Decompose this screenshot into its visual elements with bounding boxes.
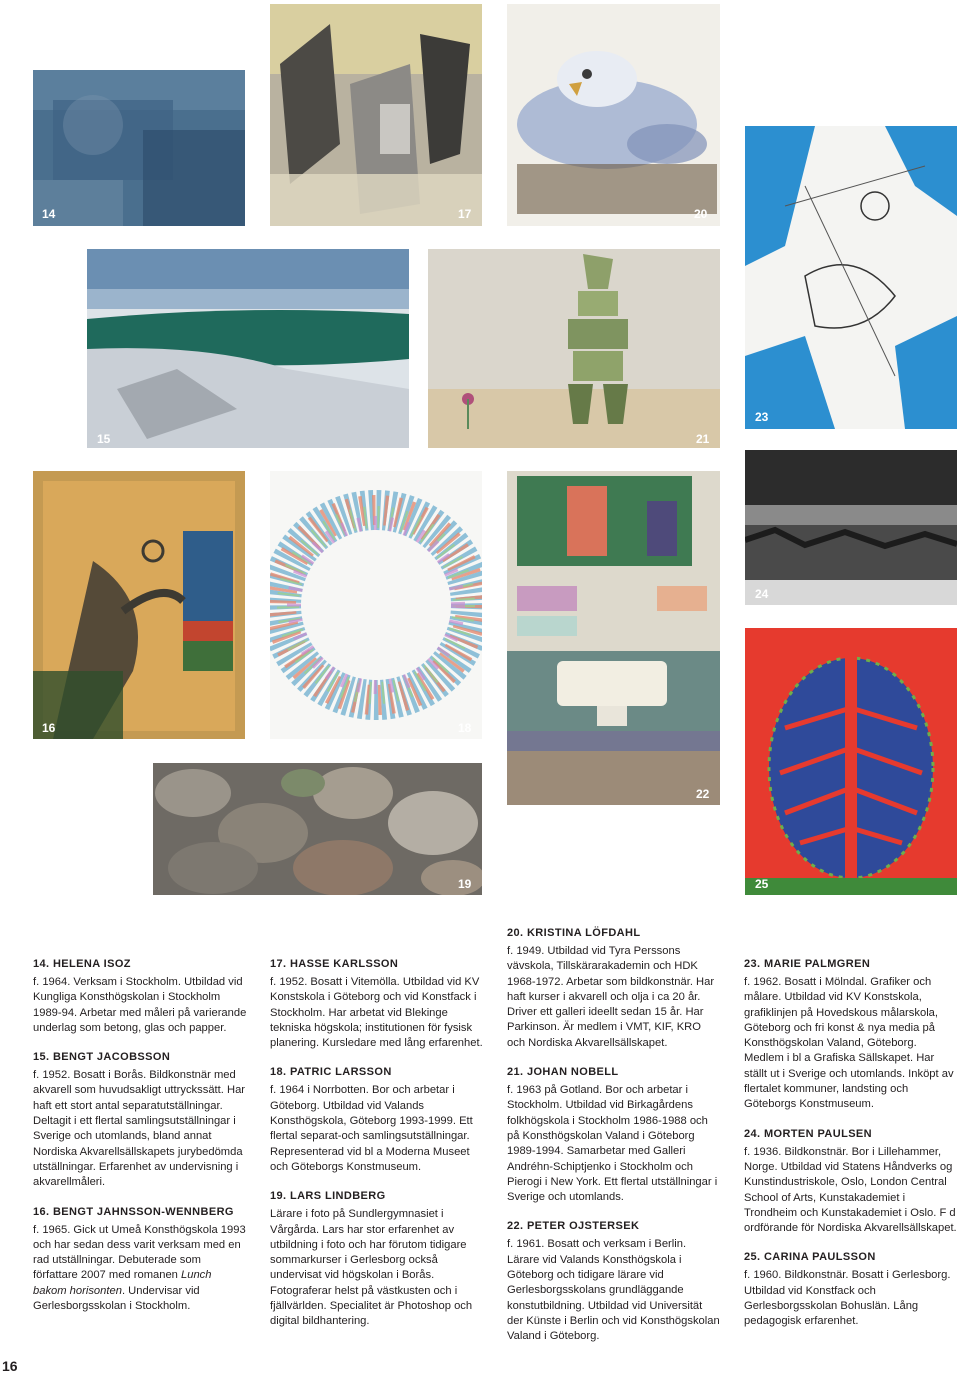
bio-title-19: 19. LARS LINDBERG [270, 1190, 386, 1203]
bio-text-21: f. 1963 på Gotland. Bor och arbetar i Stockholm. Utbildad vid Birkagårdens folkhögskola i Stockholm 1986-1988 och på Konsthögskolan Valand i Göteborg 1989-1994. Samarbetar med Galleri Andréhn-Schiptjenko i Stockholm och Pierogi i New York. Ett flertal utställningar i Sverige och utomlands. [507, 1084, 718, 1204]
bio-text-16-part-b: . Undervisar vid Gerlesborgsskolan i Stockholm. [33, 1284, 200, 1313]
artwork-number-20: 20 [694, 207, 708, 221]
text-column-4 [744, 957, 957, 1344]
bio-text-20: f. 1949. Utbildad vid Tyra Perssons vävskola, Tillskärarakademin och HDK 1968-1972. Arbetar som bildkonstnär. Har haft kurser i akvarell och olja i ca 20 år. Driver ett galleri ideellt sedan 15 år. Har Parkinson. Är medlem i VMT, KIF, KRO och Nordiska Akvarellsällskapet. [507, 945, 715, 1049]
artwork-15 [87, 249, 409, 448]
text-column-2 [270, 957, 483, 1344]
artwork-number-15: 15 [97, 432, 111, 446]
bio-text-22: f. 1961. Bosatt och verksam i Berlin. Lärare vid Valands Konsthögskola i Göteborg och tidigare lärare vid Gerlesborgsskolans grundläggande konstutbildning. Utbildad vid Universität der Künste i Berlin och vid Konsthögskolan Valand i Göteborg. [507, 1238, 720, 1343]
artwork-number-21: 21 [696, 432, 710, 446]
bio-text-15: f. 1952. Bosatt i Borås. Bildkonstnär med akvarell som huvudsakligt uttryckssätt. Har haft ett stort antal separatutställningar. Deltagit i ett flertal samlingsutställningar i Sverige och utomlands, bland annat Nordiska Akvarellsällskapets jurybedömda utställningar. Erfarenhet av undervisning i akvarellmåleri. [33, 1069, 246, 1189]
artwork-21 [428, 249, 720, 448]
artwork-number-16: 16 [42, 721, 56, 735]
bio-text-16-part-a: f. 1965. Gick ut Umeå Konsthögskola 1993 och har sedan dess varit verksam med en rad utställningar. Debuterade som författare 2007 med romanen [33, 1223, 246, 1282]
bio-text-14: f. 1964. Verksam i Stockholm. Utbildad vid Kungliga Konsthögskolan i Stockholm 1989-94. Arbetar med måleri på varierande underlag som betong, glas och papper. [33, 976, 247, 1034]
text-column-3 [507, 926, 721, 1359]
bio-text-19: Lärare i foto på Sundlergymnasiet i Vårgårda. Lars har stor erfarenhet av utbildning i foto och har förutom tidigare sommarkurser i Gerlesborg också undervisat vid högskolan i Borås. Fotograferar helst på västkusten och i fjällvärlden. Specialitet är Photoshop och digital bildhantering. [270, 1208, 473, 1328]
artwork-23 [745, 126, 957, 429]
artwork-18 [270, 471, 482, 739]
bio-title-16: 16. BENGT JAHNSSON-WENNBERG [33, 1205, 234, 1218]
artwork-number-17: 17 [458, 207, 472, 221]
bio-title-20: 20. KRISTINA LÖFDAHL [507, 927, 641, 939]
bio-text-24: f. 1936. Bildkonstnär. Bor i Lillehammer, Norge. Utbildad vid Statens Håndverks og Kunstindustriskole, Oslo, London Central School of Arts, Kunstakademiet i Trondheim och Kunstakademiet i Oslo. F d ordförande för Nordiska Akvarellsällskapet. [744, 1145, 957, 1235]
artwork-number-19: 19 [458, 877, 472, 891]
artwork-14 [33, 70, 245, 226]
bio-title-24: 24. MORTEN PAULSEN [744, 1127, 873, 1140]
artwork-number-25: 25 [755, 877, 769, 891]
bio-title-23: 23. MARIE PALMGREN [744, 958, 871, 970]
artwork-25 [745, 628, 957, 895]
artwork-22 [507, 471, 720, 805]
bio-title-21: 21. JOHAN NOBELL [507, 1066, 619, 1079]
bio-text-25: f. 1960. Bildkonstnär. Bosatt i Gerlesborg. Utbildad vid Konstfack och Gerlesborgsskolan Bohuslän. Lång pedagogisk erfarenhet. [744, 1269, 951, 1328]
bio-title-14: 14. HELENA ISOZ [33, 958, 131, 970]
bio-text-17: f. 1952. Bosatt i Vitemölla. Utbildad vid KV Konstskola i Göteborg och vid Konstfack i Stockholm. Har arbetat vid Blekinge tekniska högskola; institutionen för fysisk planering. Kursledare med lång erfarenhet. [270, 976, 483, 1050]
bio-text-23: f. 1962. Bosatt i Mölndal. Grafiker och målare. Utbildad vid KV Konstskola, grafiklinjen på Hovedskous målarskola, Göteborg och fri konst & nya media på Konsthögskolan Valand, Göteborg. Medlem i bl a Grafiska Sällskapet. Har ställt ut i Sverige och utomlands. Inköpt av flertalet kommuner, landsting och Göteborgs Konstmuseum. [744, 976, 954, 1111]
artwork-17 [270, 4, 482, 226]
bio-text-18: f. 1964 i Norrbotten. Bor och arbetar i Göteborg. Utbildad vid Valands Konsthögskola, Göteborg 1993-1999. Ett flertal separat-och samlingsutställningar. Representerad vid bl a Moderna Museet och Göteborgs Konstmuseum. [270, 1084, 473, 1173]
bio-title-25: 25. CARINA PAULSSON [744, 1251, 876, 1264]
artwork-19 [153, 763, 482, 895]
artwork-20 [507, 4, 720, 226]
artwork-number-23: 23 [755, 410, 769, 424]
bio-title-18: 18. PATRIC LARSSON [270, 1066, 392, 1079]
artwork-24 [745, 450, 957, 605]
artwork-number-24: 24 [755, 587, 769, 601]
bio-title-15: 15. BENGT JACOBSSON [33, 1051, 171, 1064]
artwork-number-14: 14 [42, 207, 56, 221]
page-number: 16 [2, 1358, 18, 1374]
bio-title-22: 22. PETER OJSTERSEK [507, 1220, 640, 1233]
artwork-number-22: 22 [696, 787, 710, 801]
artwork-number-18: 18 [458, 721, 472, 735]
artwork-16 [33, 471, 245, 739]
bio-title-17: 17. HASSE KARLSSON [270, 958, 399, 970]
bio-text-16 [33, 1223, 248, 1315]
text-column-1 [33, 957, 248, 1328]
book-title: Lunch bakom horisonten [33, 1269, 212, 1297]
